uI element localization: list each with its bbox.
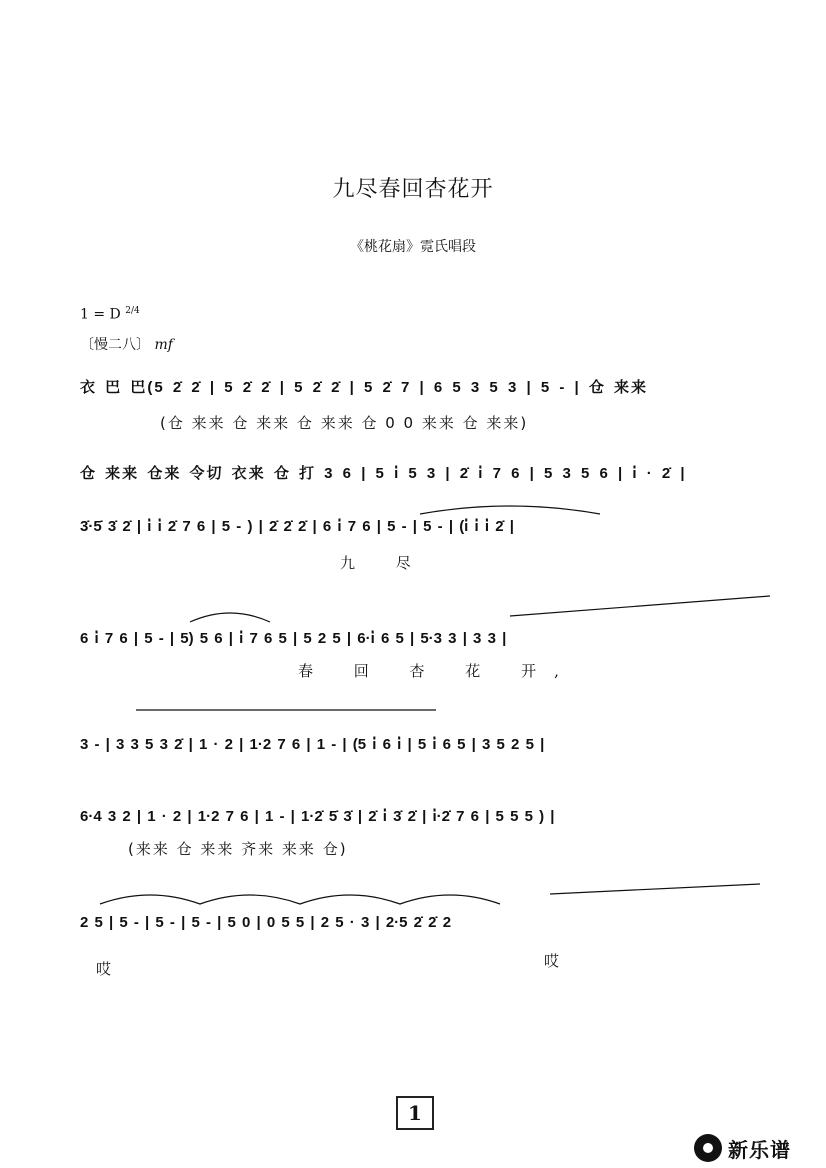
lyric-line: 春 回 杏 花 开, bbox=[298, 662, 577, 680]
lyric-right: 哎 bbox=[544, 952, 578, 970]
tempo-label: 〔慢二八〕 bbox=[80, 337, 150, 353]
page-number: 1 bbox=[396, 1096, 434, 1130]
vinyl-record-icon bbox=[694, 1134, 722, 1162]
watermark-text: 新乐谱 bbox=[728, 1137, 791, 1162]
notation-line: 仓 来来 仓来 令切 衣来 仓 打 3 6 | 5 i̇ 5 3 | 2̇ i̇ 7 6 | 5 3 5 6 | i̇ · 2̇ | bbox=[80, 465, 687, 482]
notation-line: 6·4 3 2 | 1 · 2 | 1·2 7 6 | 1 - | 1·2̇ 5̇ 3̇ | 2̇ i̇ 3̇ 2̇ | i̇·2̇ 7 6 | 5 5 5 ) | bbox=[80, 808, 555, 825]
score-subtitle: 《桃花扇》霓氏唱段 bbox=[350, 239, 476, 255]
time-signature: 2/4 bbox=[125, 306, 140, 316]
notation-line: 6 i̇ 7 6 | 5 - | 5) 5 6 | i̇ 7 6 5 | 5 2 5 | 6·i̇ 6 5 | 5·3 3 | 3 3 | bbox=[80, 630, 507, 647]
notation-line: 2 5 | 5 - | 5 - | 5 - | 5 0 | 0 5 5 | 2 5 · 3 | 2·5 2̇ 2̇ 2 bbox=[80, 914, 452, 931]
percussion-line: (仓 来来 仓 来来 仓 来来 仓 0 0 来来 仓 来来) bbox=[160, 414, 529, 432]
tempo-marking bbox=[80, 334, 173, 354]
notation-line: 3 - | 3 3 5 3 2̇ | 1 · 2 | 1·2 7 6 | 1 - | (5 i̇ 6 i̇ | 5 i̇ 6 5 | 3 5 2 5 | bbox=[80, 736, 545, 753]
staff-system-5 bbox=[80, 726, 760, 774]
percussion-line: (来来 仓 来来 齐来 来来 仓) bbox=[128, 840, 348, 858]
key-signature bbox=[80, 306, 140, 323]
lyric-line: 九 尽 bbox=[340, 554, 429, 572]
staff-system-1 bbox=[80, 366, 760, 414]
staff-system-7 bbox=[80, 904, 760, 952]
lyric-left: 哎 bbox=[96, 960, 130, 978]
key-label: 1 = D bbox=[80, 306, 121, 323]
dynamic-marking: mf bbox=[154, 337, 173, 353]
staff-system-3 bbox=[80, 508, 760, 556]
notation-line: 3̇·5̇ 3̇ 2̇ | i̇ i̇ 2̇ 7 6 | 5 - ) | 2̇ 2̇ 2̇ | 6 i̇ 7 6 | 5 - | 5 - | (i̇ i̇ i̇ 2̇ | bbox=[80, 518, 514, 535]
watermark-logo bbox=[694, 1131, 791, 1165]
notation-line: 衣 巴 巴(5 2̇ 2̇ | 5 2̇ 2̇ | 5 2̇ 2̇ | 5 2̇ 7 | 6 5 3 5 3 | 5 - | 仓 来来 bbox=[80, 379, 649, 396]
score-title: 九尽春回杏花开 bbox=[332, 177, 494, 202]
staff-system-2 bbox=[80, 452, 760, 500]
